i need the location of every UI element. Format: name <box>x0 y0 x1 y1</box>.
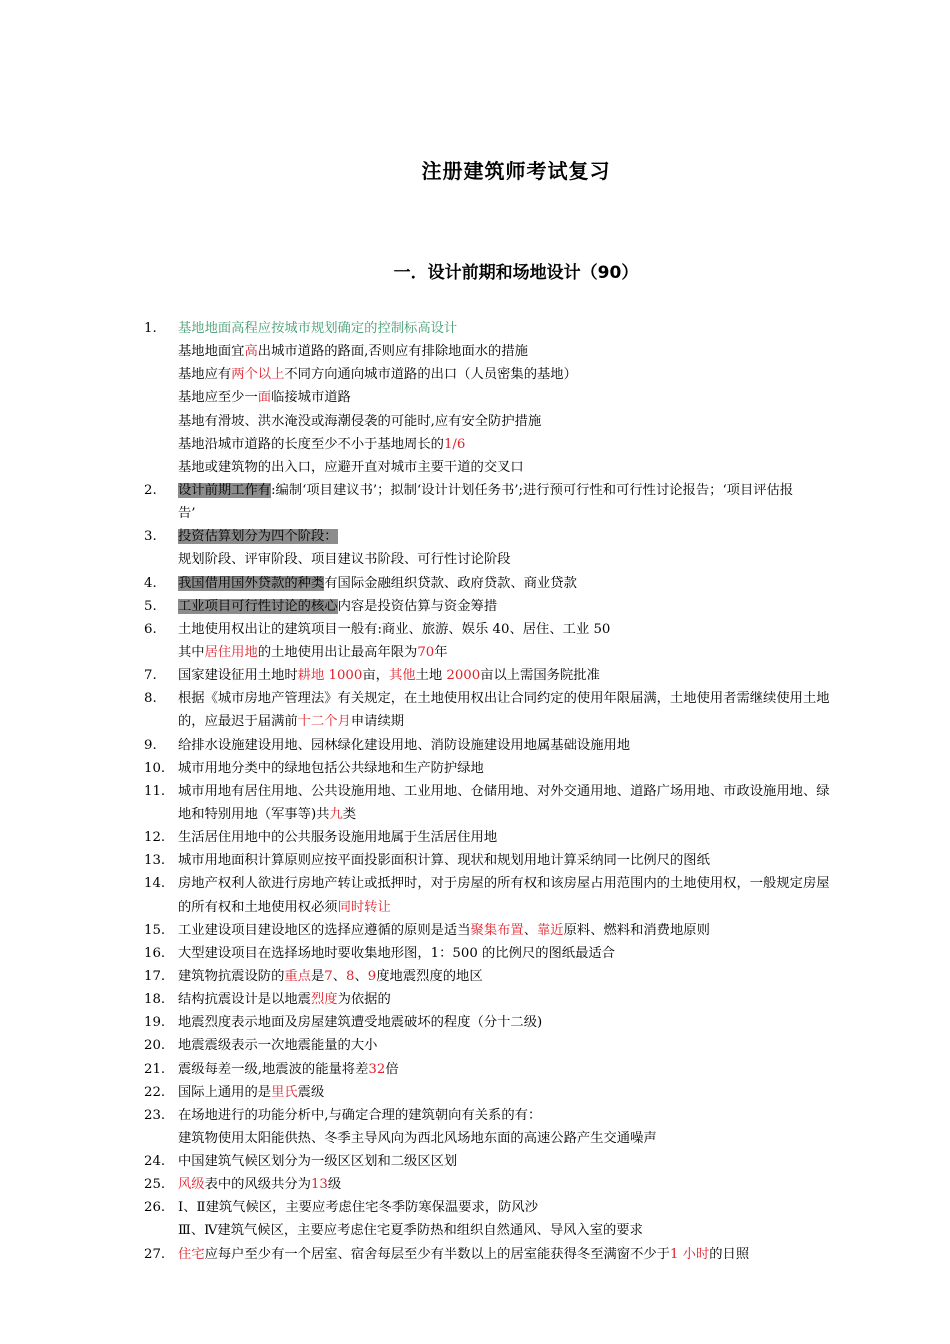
list-item <box>0 803 950 826</box>
text-segment: 应每户至少有一个居室、宿舍每层至少有半数以上的居室能获得冬至满窗不少于 <box>204 1246 670 1262</box>
list-item <box>0 988 950 1011</box>
text-segment: 结构抗震设计是以地震 <box>178 992 311 1008</box>
text-segment: 、 <box>354 968 368 984</box>
list-item <box>0 1011 950 1034</box>
list-item <box>0 710 950 733</box>
text-segment: 基地地面宜 <box>178 344 245 360</box>
item-text <box>178 919 890 942</box>
list-item <box>0 410 950 433</box>
green-text: 基地地面高程应按城市规划确定的控制标高设计 <box>178 321 458 336</box>
list-item <box>0 433 950 456</box>
text-segment: 给排水设施建设用地、园林绿化建设用地、消防设施建设用地属基础设施用地 <box>178 737 631 753</box>
list-item <box>0 1034 950 1057</box>
item-number: 21. <box>144 1061 166 1077</box>
list-item <box>0 641 950 664</box>
list-item <box>0 618 950 641</box>
text-segment: 地震震级表示一次地震能量的大小 <box>178 1038 378 1054</box>
list-item <box>0 363 950 386</box>
item-number: 19. <box>144 1015 166 1031</box>
list-item <box>0 1058 950 1081</box>
text-segment: 的所有权和土地使用权必须 <box>178 899 338 915</box>
item-text <box>178 1150 890 1173</box>
item-number: 16. <box>144 945 166 961</box>
item-text <box>178 1104 890 1127</box>
highlight-red-text: 8 <box>346 968 355 984</box>
text-segment: 规划阶段、评审阶段、项目建议书阶段、可行性讨论阶段 <box>178 552 511 568</box>
item-text <box>178 896 890 919</box>
numbered-list <box>0 317 950 1266</box>
item-text <box>178 872 890 895</box>
item-text <box>178 456 890 479</box>
text-segment: 房地产权利人欲进行房地产转让或抵押时，对于房屋的所有权和该房屋占用范围内的土地使用权，一般规定房屋 <box>178 876 830 892</box>
text-segment: 基地沿城市道路的长度至少不小于基地周长的 <box>178 436 444 452</box>
highlight-red-text: 里氏 <box>271 1084 298 1100</box>
item-number: 4. <box>144 575 157 591</box>
item-number: 20. <box>144 1038 166 1054</box>
text-segment: 城市用地有居住用地、公共设施用地、工业用地、仓储用地、对外交通用地、道路广场用地、市政设施用地、绿 <box>178 783 830 799</box>
shaded-key-phrase: 投资估算划分为四个阶段： <box>178 529 338 545</box>
text-segment: 为依据的 <box>337 992 391 1008</box>
list-item <box>0 757 950 780</box>
text-segment: 亩以上需国务院批准 <box>480 668 600 684</box>
item-text <box>178 965 890 988</box>
highlight-red-text: 居住用地 <box>204 644 258 660</box>
highlight-red-text: 重点 <box>284 968 311 984</box>
highlight-red-text: 九 <box>329 806 343 822</box>
item-text <box>178 1081 890 1104</box>
item-number: 10. <box>144 760 166 776</box>
text-segment: 根据《城市房地产管理法》有关规定，在土地使用权出让合同约定的使用年限届满，土地使用者需继续使用土地 <box>178 691 830 707</box>
item-text <box>178 734 890 757</box>
list-item <box>0 317 950 340</box>
item-text <box>178 572 890 595</box>
item-text <box>178 548 890 571</box>
text-segment: 在场地进行的功能分析中,与确定合理的建筑朝向有关系的有： <box>178 1107 542 1123</box>
text-segment: 表中的风级共分为 <box>204 1177 311 1193</box>
text-segment: 倍 <box>385 1061 399 1077</box>
text-segment: 临接城市道路 <box>271 390 351 406</box>
text-segment: 国家建设征用土地时 <box>178 668 298 684</box>
item-number: 13. <box>144 853 166 869</box>
item-number: 23. <box>144 1107 166 1123</box>
list-item <box>0 849 950 872</box>
highlight-red-text: 1 小时 <box>669 1246 710 1262</box>
item-text <box>178 595 890 618</box>
text-segment: 类 <box>342 806 357 822</box>
text-segment: 的日照 <box>709 1246 750 1262</box>
section-heading: 一．设计前期和场地设计（90） <box>393 263 639 283</box>
list-item <box>0 456 950 479</box>
text-segment: 的土地使用出让最高年限为 <box>257 644 418 660</box>
text-segment: 告’ <box>178 506 196 522</box>
text-segment: 年 <box>434 644 448 660</box>
text-segment: 申请续期 <box>350 714 405 730</box>
item-text <box>178 942 890 965</box>
item-number: 12. <box>144 830 166 846</box>
list-item <box>0 572 950 595</box>
text-segment: 基地应有 <box>178 367 232 383</box>
item-text <box>178 641 890 664</box>
list-item <box>0 780 950 803</box>
item-number: 15. <box>144 922 166 938</box>
highlight-red-text: 靠近 <box>537 922 564 938</box>
item-text <box>178 1173 890 1196</box>
text-segment: 基地或建筑物的出入口，应避开直对城市主要干道的交叉口 <box>178 459 524 475</box>
text-segment: :编制‘项目建议书’；拟制‘设计计划任务书’;进行预可行性和可行性讨论报告；‘项目评估报 <box>271 482 794 498</box>
list-item <box>0 525 950 548</box>
highlight-red-text: 耕地 1000 <box>297 668 363 684</box>
item-text <box>178 988 890 1011</box>
text-segment: 生活居住用地中的公共服务设施用地属于生活居住用地 <box>178 830 498 846</box>
highlight-red-text: 1/6 <box>443 436 466 452</box>
highlight-red-text: 烈度 <box>310 992 338 1008</box>
list-item <box>0 1104 950 1127</box>
highlight-red-text: 高 <box>244 344 258 360</box>
list-item <box>0 664 950 687</box>
item-text <box>178 803 890 826</box>
item-text <box>178 710 890 733</box>
highlight-red-text: 13 <box>310 1177 328 1193</box>
text-segment: 度地震烈度的地区 <box>376 968 483 984</box>
highlight-red-text: 同时转让 <box>337 899 391 915</box>
list-item <box>0 1173 950 1196</box>
item-number: 27. <box>144 1246 166 1262</box>
highlight-red-text: 十二个月 <box>297 714 351 730</box>
text-segment: 亩， <box>362 668 389 684</box>
list-item <box>0 548 950 571</box>
item-text <box>178 317 890 340</box>
highlight-red-text: 70 <box>417 644 435 660</box>
item-text <box>178 664 890 687</box>
list-item <box>0 942 950 965</box>
item-text <box>178 780 890 803</box>
item-text <box>178 826 890 849</box>
list-item <box>0 965 950 988</box>
text-segment: 震级 <box>297 1084 325 1100</box>
list-item <box>0 1219 950 1242</box>
item-text <box>178 525 890 548</box>
highlight-red-text: 2000 <box>446 668 481 684</box>
item-text <box>178 1058 890 1081</box>
list-item <box>0 386 950 409</box>
item-number: 18. <box>144 992 166 1008</box>
text-segment: 原料、燃料和消费地原则 <box>563 922 710 938</box>
text-segment: 中国建筑气候区划分为一级区区划和二级区区划 <box>178 1154 458 1170</box>
text-segment: 震级每差一级,地震波的能量将差 <box>178 1061 369 1077</box>
highlight-red-text: 风级 <box>178 1177 205 1193</box>
text-segment: 内容是投资估算与资金筹措 <box>337 598 498 614</box>
document-title: 注册建筑师考试复习 <box>421 159 611 183</box>
item-text <box>178 618 890 641</box>
text-segment: 建筑物抗震设防的 <box>178 968 285 984</box>
text-segment: 地和特别用地（军事等)共 <box>178 806 330 822</box>
shaded-key-phrase: 我国借用国外贷款的种类 <box>178 575 325 591</box>
list-item <box>0 1127 950 1150</box>
text-segment: 建筑物使用太阳能供热、冬季主导风向为西北风场地东面的高速公路产生交通噪声 <box>178 1130 657 1146</box>
list-item <box>0 502 950 525</box>
text-segment: Ⅰ、Ⅱ建筑气候区，主要应考虑住宅冬季防寒保温要求，防风沙 <box>178 1200 539 1216</box>
shaded-key-phrase: 设计前期工作有 <box>178 482 272 498</box>
text-segment: 土地 <box>415 668 447 684</box>
highlight-red-text: 其他 <box>388 668 416 684</box>
text-segment: 城市用地分类中的绿地包括公共绿地和生产防护绿地 <box>178 760 484 776</box>
list-item <box>0 1243 950 1266</box>
item-text <box>178 386 890 409</box>
item-number: 26. <box>144 1200 166 1216</box>
item-text <box>178 687 890 710</box>
list-item <box>0 872 950 895</box>
list-item <box>0 1150 950 1173</box>
item-text <box>178 1243 890 1266</box>
item-number: 3. <box>144 529 157 545</box>
highlight-red-text: 7 <box>324 968 333 984</box>
text-segment: 国际上通用的是 <box>178 1084 272 1100</box>
list-item <box>0 1081 950 1104</box>
item-text <box>178 479 890 502</box>
text-segment: 地震烈度表示地面及房屋建筑遭受地震破坏的程度（分十二级) <box>178 1015 543 1031</box>
text-segment: 工业建设项目建设地区的选择应遵循的原则是适当 <box>178 922 471 938</box>
text-segment: 基地有滑坡、洪水淹没或海潮侵袭的可能时,应有安全防护措施 <box>178 413 542 429</box>
item-number: 11. <box>144 783 166 799</box>
item-number: 14. <box>144 876 166 892</box>
text-segment: 、 <box>523 922 538 938</box>
item-text <box>178 433 890 456</box>
highlight-red-text: 两个以上 <box>231 367 285 383</box>
item-number: 5. <box>144 598 157 614</box>
item-number: 7. <box>144 668 157 684</box>
list-item <box>0 896 950 919</box>
item-number: 1. <box>144 321 157 336</box>
highlight-red-text: 9 <box>367 968 377 984</box>
list-item <box>0 826 950 849</box>
text-segment: 的，应最迟于届满前 <box>178 714 298 730</box>
item-number: 2. <box>144 482 157 498</box>
item-number: 8. <box>144 691 157 707</box>
list-item <box>0 479 950 502</box>
highlight-red-text: 住宅 <box>178 1246 205 1262</box>
text-segment: 、 <box>332 968 347 984</box>
list-item <box>0 340 950 363</box>
item-text <box>178 1219 890 1242</box>
item-number: 22. <box>144 1084 166 1100</box>
text-segment: 大型建设项目在选择场地时要收集地形图，1：500 的比例尺的图纸最适合 <box>178 945 615 961</box>
item-text <box>178 757 890 780</box>
item-text <box>178 1196 890 1219</box>
item-number: 6. <box>144 621 157 637</box>
highlight-red-text: 32 <box>368 1061 386 1077</box>
item-number: 9. <box>144 737 157 753</box>
item-text <box>178 363 890 386</box>
item-number: 17. <box>144 968 166 984</box>
text-segment: Ⅲ、Ⅳ建筑气候区，主要应考虑住宅夏季防热和组织自然通风、导风入室的要求 <box>178 1223 643 1239</box>
item-text <box>178 410 890 433</box>
text-segment: 是 <box>310 968 325 984</box>
list-item <box>0 734 950 757</box>
text-segment: 有国际金融组织贷款、政府贷款、商业贷款 <box>324 575 577 591</box>
item-text <box>178 1127 890 1150</box>
text-segment: 不同方向通向城市道路的出口（人员密集的基地） <box>284 367 577 383</box>
item-text <box>178 1034 890 1057</box>
list-item <box>0 595 950 618</box>
highlight-red-text: 面 <box>257 390 272 406</box>
item-text <box>178 502 890 525</box>
text-segment: 级 <box>327 1177 342 1193</box>
text-segment: 城市用地面积计算原则应按平面投影面积计算、现状和规划用地计算采纳同一比例尺的图纸 <box>178 853 710 869</box>
item-text <box>178 340 890 363</box>
item-number: 24. <box>144 1154 166 1170</box>
text-segment: 出城市道路的路面,否则应有排除地面水的措施 <box>257 344 528 360</box>
list-item <box>0 919 950 942</box>
item-text <box>178 1011 890 1034</box>
highlight-red-text: 聚集布置 <box>470 922 524 938</box>
shaded-key-phrase: 工业项目可行性讨论的核心 <box>178 598 338 614</box>
item-number: 25. <box>144 1177 166 1193</box>
list-item <box>0 1196 950 1219</box>
text-segment: 其中 <box>178 644 205 660</box>
text-segment: 基地应至少一 <box>178 390 258 406</box>
item-text <box>178 849 890 872</box>
text-segment: 土地使用权出让的建筑项目一般有:商业、旅游、娱乐 40、居住、工业 50 <box>178 621 611 637</box>
list-item <box>0 687 950 710</box>
